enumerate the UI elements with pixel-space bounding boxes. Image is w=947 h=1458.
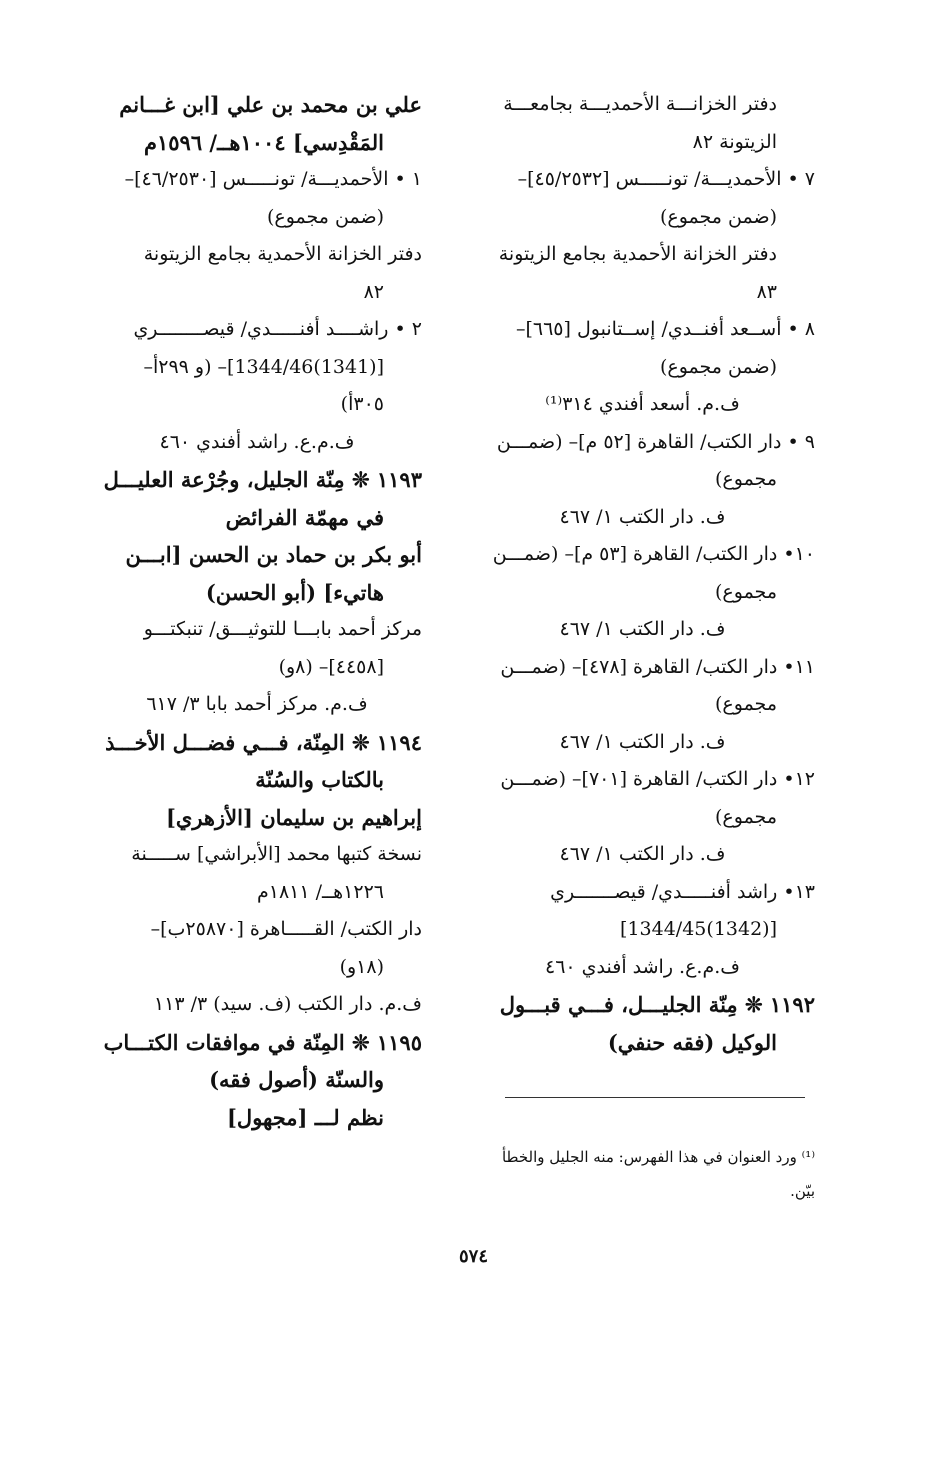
- right-column-line: (ضمن مجموع): [659, 355, 777, 378]
- left-column-line: (١٨و): [339, 955, 384, 978]
- left-column-line: نظم لـــ [مجهول]: [227, 1104, 384, 1130]
- left-column-line: [٤٤٥٨]– (٨و): [278, 655, 384, 678]
- left-column: [92, 86, 422, 1136]
- right-column-line: الزيتونة ٨٢: [692, 130, 777, 153]
- left-column-line: المَقْدِسي] ١٠٠٤هــ/ ١٥٩٦م: [143, 129, 384, 155]
- left-column-line: مركز أحمد بابـــا للتوثيـــق/ تنبكتـــو: [143, 618, 422, 640]
- left-column-line: بالكتاب والسُنّة: [255, 767, 384, 792]
- left-column-line: ١٢٢٦هــ/ ١٨١١م: [256, 880, 384, 903]
- left-column-line: دار الكتب/ القـــــاهرة [٢٥٨٧٠ب]–: [150, 918, 422, 940]
- page-number: ٥٧٤: [458, 1246, 488, 1267]
- right-column-line: مجموع): [715, 580, 777, 603]
- left-column-line: ١١٩٥ ❊ المِنّة في موافقات الكتـــاب: [103, 1029, 422, 1055]
- right-column-line: (ضمن مجموع): [659, 205, 777, 228]
- left-column-line: (ضمن مجموع): [266, 205, 384, 228]
- left-column-line: ف.م. مركز أحمد بابا ٣/ ٦١٧: [146, 693, 368, 715]
- right-column-line: [(1342)1344/45]: [620, 918, 777, 940]
- right-column-line: ف. دار الكتب ١/ ٤٦٧: [559, 505, 726, 528]
- right-column-line: دفتر الخزانة الأحمدية بجامع الزيتونة: [498, 243, 777, 265]
- right-column-line: مجموع): [715, 805, 777, 828]
- left-column-line: هاتيء] (أبو الحسن): [205, 579, 384, 605]
- right-column-line: ١٣• راشد أفنـــــدي/ قيصـــــــري: [550, 880, 815, 903]
- left-column-line: إبراهيم بن سليمان [الأزهري]: [165, 804, 422, 830]
- left-column-line: [(1341)1344/46]– (و ٢٩٩أ–: [143, 355, 384, 378]
- left-column-line: ٣٠٥أ): [340, 393, 384, 415]
- right-column-line: ف. دار الكتب ١/ ٤٦٧: [559, 843, 726, 865]
- right-column-line: ١١٩٢ ❊ مِنّة الجليـــل، فـــي قبـــول: [499, 992, 815, 1017]
- right-column-line: مجموع): [715, 693, 777, 715]
- footnote-line-2: بيّن.: [790, 1182, 815, 1200]
- left-column-line: والسنّة (أصول فقه): [209, 1067, 384, 1092]
- left-column-line: ف.م. دار الكتب (ف. سيد) ٣/ ١١٣: [153, 993, 422, 1015]
- footnote-divider: [505, 1097, 805, 1098]
- right-column-line: ١١• دار الكتب/ القاهرة [٤٧٨]– (ضمـــن: [500, 655, 815, 678]
- left-column-line: ١١٩٣ ❊ مِنّة الجليل، وجُرْعة العليـــل: [103, 467, 422, 492]
- right-column-line: ف. دار الكتب ١/ ٤٦٧: [559, 618, 726, 640]
- left-column-line: ١١٩٤ ❊ المِنّة، فـــي فضـــل الأخـــذ: [105, 729, 422, 755]
- right-column-line: ف.م.ع. راشد أفندي ٤٦٠: [545, 955, 740, 978]
- footnote-line-1: ⁽¹⁾ ورد العنوان في هذا الفهرس: منه الجليل والخطأ: [501, 1148, 815, 1166]
- right-column-line: ٨ • أســعد أفنــدي/ إســتانبول [٦٦٥]–: [515, 318, 815, 340]
- right-column-line: ف. دار الكتب ١/ ٤٦٧: [559, 730, 726, 753]
- right-column-line: مجموع): [715, 468, 777, 490]
- right-column: [470, 86, 815, 1061]
- footnote: [470, 1140, 815, 1208]
- right-column-line: ٧ • الأحمديـــة/ تونـــــس [٤٥/٢٥٣٢]–: [517, 168, 815, 190]
- left-column-line: أبو بكر بن حماد بن الحسن [ابـــن: [125, 542, 422, 567]
- left-column-line: ١ • الأحمديـــة/ تونـــــس [٤٦/٢٥٣٠]–: [124, 168, 422, 190]
- right-column-line: ١٢• دار الكتب/ القاهرة [٧٠١]– (ضمـــن: [500, 768, 815, 790]
- right-column-line: ف.م. أسعد أفندي ٣١٤⁽¹⁾: [545, 393, 740, 415]
- right-column-line: دفتر الخزانـــة الأحمديـــة بجامعـــة: [503, 93, 777, 115]
- left-column-line: في مهمّة الفرائض: [225, 504, 384, 530]
- right-column-line: ٨٣: [756, 280, 777, 303]
- left-column-line: ٨٢: [363, 280, 384, 303]
- right-column-line: ٩ • دار الكتب/ القاهرة [٥٢ م]– (ضمـــن: [496, 430, 815, 453]
- left-column-line: ٢ • راشــــد أفنـــــدي/ قيصــــــــري: [133, 318, 422, 340]
- right-column-line: ١٠• دار الكتب/ القاهرة [٥٣ م]– (ضمـــن: [492, 543, 815, 565]
- left-column-line: نسخة كتبها محمد [الأبراشي] ســـــنة: [131, 843, 422, 865]
- left-column-line: ف.م.ع. راشد أفندي ٤٦٠: [159, 430, 355, 453]
- left-column-line: دفتر الخزانة الأحمدية بجامع الزيتونة: [143, 243, 422, 265]
- left-column-line: علي بن محمد بن علي [ابن غـــانم: [119, 92, 422, 117]
- right-column-line: الوكيل (فقه حنفي): [607, 1029, 777, 1055]
